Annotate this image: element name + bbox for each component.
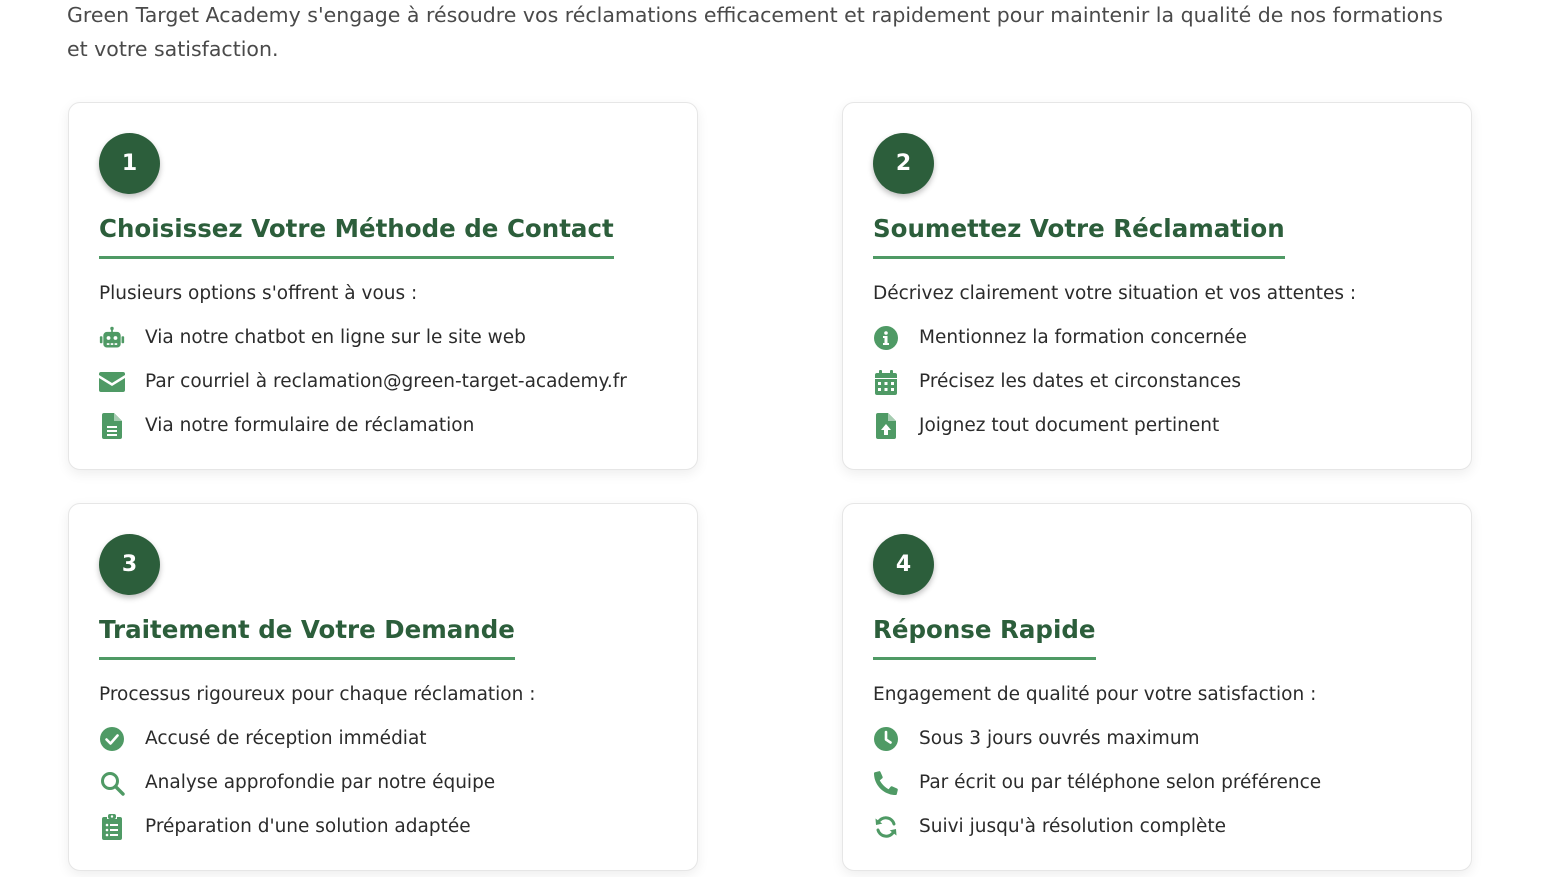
clipboard-list-icon [99,814,125,840]
step-card-3 [68,503,698,871]
search-icon [99,770,125,796]
step-card-1 [68,102,698,470]
list-item [873,726,1321,752]
list-item-text: Analyse approfondie par notre équipe [145,772,496,793]
step-card-4 [842,503,1472,871]
step-number-badge: 2 [873,133,934,194]
list-item [873,770,1321,796]
step-number-badge: 4 [873,534,934,595]
step-lead: Processus rigoureux pour chaque réclamation : [99,684,536,705]
phone-icon [873,770,899,796]
step-lead: Plusieurs options s'offrent à vous : [99,283,418,304]
list-item-text: Suivi jusqu'à résolution complète [919,816,1226,837]
list-item-text: Via notre formulaire de réclamation [145,415,475,436]
list-item [99,413,627,439]
list-item [873,814,1321,840]
step-list [99,325,627,457]
step-lead: Engagement de qualité pour votre satisfaction : [873,684,1317,705]
list-item-text: Joignez tout document pertinent [919,415,1220,436]
list-item [873,325,1247,351]
list-item [99,814,495,840]
clock-icon [873,726,899,752]
step-lead: Décrivez clairement votre situation et vos attentes : [873,283,1357,304]
step-title: Choisissez Votre Méthode de Contact [99,213,614,259]
intro-text: Green Target Academy s'engage à résoudre vos réclamations efficacement et rapidement pour maintenir la qualité de nos formations et votre satisfaction. [67,3,1443,61]
list-item [99,325,627,351]
file-alt-icon [99,413,125,439]
step-title: Traitement de Votre Demande [99,614,515,660]
list-item [99,369,627,395]
step-list [99,726,495,858]
sync-icon [873,814,899,840]
list-item-text: Accusé de réception immédiat [145,728,427,749]
step-number-badge: 1 [99,133,160,194]
list-item [873,413,1247,439]
envelope-icon [99,369,125,395]
list-item-text: Préparation d'une solution adaptée [145,816,471,837]
file-upload-icon [873,413,899,439]
robot-icon [99,325,125,351]
list-item [99,726,495,752]
list-item-text: Par écrit ou par téléphone selon préférence [919,772,1322,793]
calendar-icon [873,369,899,395]
list-item-text: Sous 3 jours ouvrés maximum [919,728,1200,749]
step-list [873,726,1321,858]
step-number-badge: 3 [99,534,160,595]
list-item [873,369,1247,395]
step-card-2 [842,102,1472,470]
check-circle-icon [99,726,125,752]
list-item [99,770,495,796]
list-item-text: Via notre chatbot en ligne sur le site web [145,327,526,348]
step-title: Soumettez Votre Réclamation [873,213,1285,259]
step-list [873,325,1247,457]
info-circle-icon [873,325,899,351]
list-item-text: Mentionnez la formation concernée [919,327,1247,348]
step-title: Réponse Rapide [873,614,1096,660]
list-item-text: Par courriel à reclamation@green-target-academy.fr [145,371,627,392]
list-item-text: Précisez les dates et circonstances [919,371,1241,392]
